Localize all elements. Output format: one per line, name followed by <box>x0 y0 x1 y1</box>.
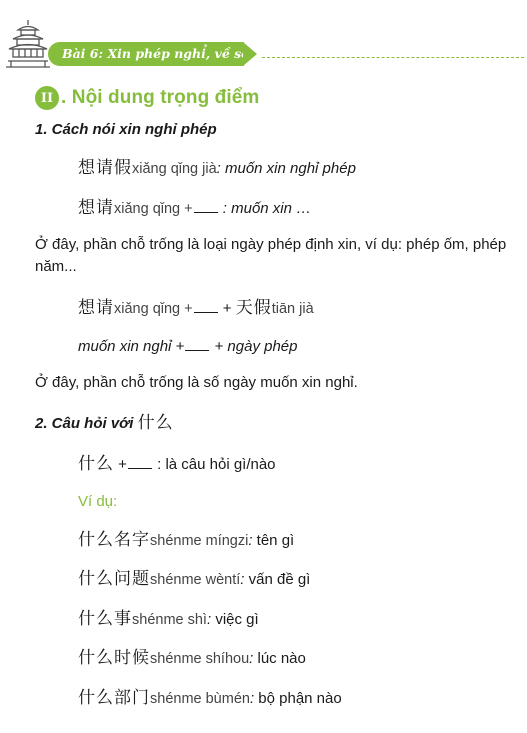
fill-blank <box>128 455 152 469</box>
example-line <box>78 198 311 219</box>
lesson-header <box>0 0 527 80</box>
meaning-text: vấn đề gì <box>248 571 311 588</box>
section-title <box>35 86 259 110</box>
part2-heading <box>35 413 174 434</box>
example-line <box>78 609 259 630</box>
chinese-text: 什么问题 <box>78 569 150 589</box>
chinese-text: 想请 <box>78 298 114 318</box>
example-line <box>78 688 342 709</box>
chinese-text: 什么 <box>137 413 174 433</box>
plus-sign: + <box>114 456 127 473</box>
fill-blank <box>194 199 218 213</box>
meaning-text: lúc nào <box>257 650 306 667</box>
lesson-tab-arrow <box>243 42 257 66</box>
chinese-text: 想请 <box>78 198 114 218</box>
fill-blank <box>185 337 209 351</box>
section-title-text: . Nội dung trọng điểm <box>61 87 260 108</box>
pinyin-text: tiān jià <box>271 301 314 317</box>
meaning-text: : là câu hỏi gì/nào <box>152 456 276 473</box>
meaning-text: việc gì <box>215 611 259 628</box>
explanation-paragraph: Ở đây, phần chỗ trống là số ngày muốn xin nghỉ. <box>35 374 358 391</box>
meaning-text: : muốn xin nghỉ phép <box>216 160 356 177</box>
chinese-text: 什么名字 <box>78 530 150 550</box>
colon: : <box>240 571 249 588</box>
example-line <box>78 648 306 669</box>
pinyin-text: xiǎng qǐng + <box>114 301 193 317</box>
chinese-text: 什么时候 <box>78 648 150 668</box>
meaning-text: tên gì <box>256 532 295 549</box>
chinese-text: 什么部门 <box>78 688 150 708</box>
lesson-tab: Bài 6: Xin phép nghỉ, về sớm <box>48 42 244 66</box>
pinyin-text: shénme shíhou <box>150 651 250 667</box>
pinyin-text: shénme bùmén <box>150 691 250 707</box>
meaning-text: + ngày phép <box>210 338 298 355</box>
pinyin-text: xiǎng qǐng + <box>114 201 193 217</box>
pinyin-text: shénme shì <box>132 612 207 628</box>
colon: : <box>248 532 257 549</box>
plus-sign: + <box>218 300 236 317</box>
chinese-text: 想请假 <box>78 158 132 178</box>
chinese-text: 什么事 <box>78 609 132 629</box>
fill-blank <box>194 299 218 313</box>
header-dashed-divider <box>262 57 524 58</box>
colon: : <box>249 690 259 707</box>
meaning-line <box>78 337 298 357</box>
section-number-badge: II <box>35 86 59 110</box>
pinyin-text: shénme míngzi <box>150 533 249 549</box>
meaning-text: muốn xin nghỉ + <box>78 338 185 355</box>
explanation-paragraph: Ở đây, phần chỗ trống là loại ngày phép định xin, ví dụ: phép ốm, phép năm... <box>35 236 507 275</box>
colon: : <box>206 611 216 628</box>
example-line <box>78 569 310 590</box>
example-line <box>78 298 314 319</box>
part1-heading: 1. Cách nói xin nghỉ phép <box>35 121 217 138</box>
meaning-text: : muốn xin … <box>218 200 312 217</box>
meaning-text: bộ phận nào <box>258 690 342 707</box>
example-label: Ví dụ: <box>78 493 118 510</box>
example-line <box>78 158 356 179</box>
chinese-text: 天假 <box>235 298 272 318</box>
temple-icon <box>6 18 50 70</box>
chinese-text: 什么 <box>78 454 114 474</box>
colon: : <box>249 650 258 667</box>
example-line <box>78 530 294 551</box>
pinyin-text: shénme wèntí <box>150 572 241 588</box>
pinyin-text: xiǎng qǐng jià <box>132 161 217 177</box>
part2-heading-text: 2. Câu hỏi với <box>35 415 138 432</box>
formula-line <box>78 454 276 475</box>
